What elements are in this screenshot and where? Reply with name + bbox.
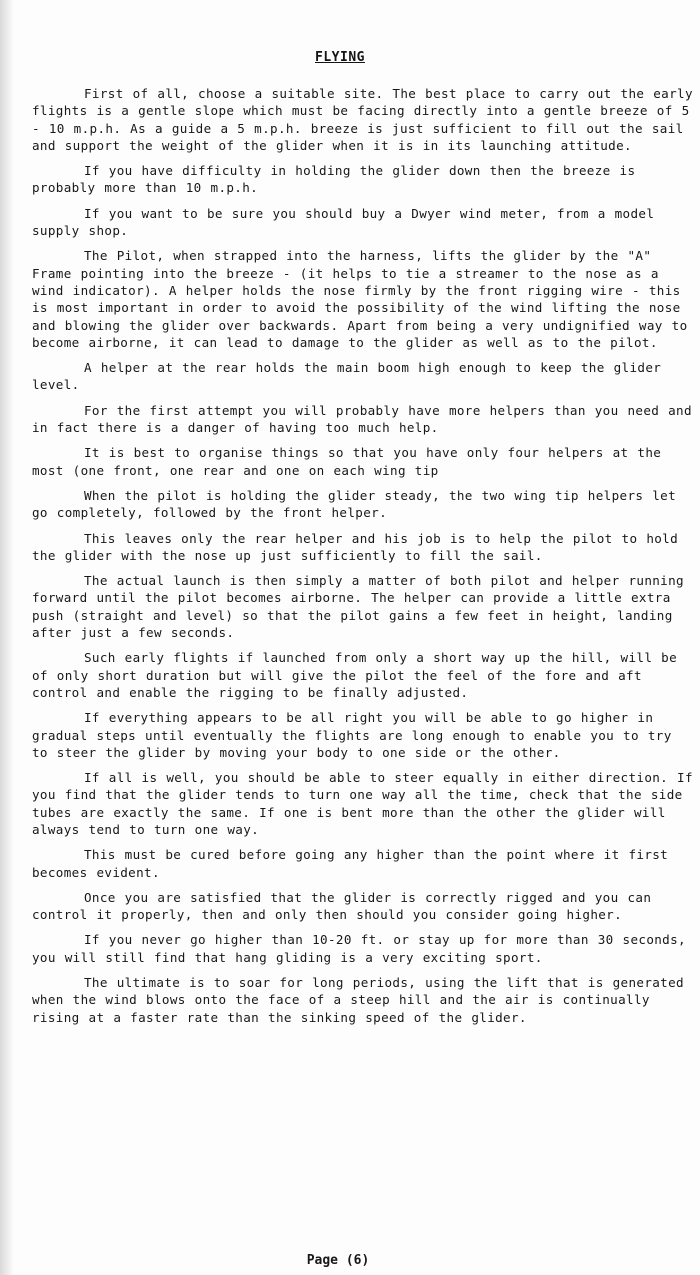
- page-title: FLYING: [315, 50, 365, 65]
- paragraph: If you never go higher than 10-20 ft. or stay up for more than 30 seconds, you will still find that hang gliding is a very exciting sport.: [32, 932, 686, 965]
- paragraph: For the first attempt you will probably have more helpers than you need and in fact there is a danger of having too much help.: [32, 402, 692, 436]
- page-number: Page (6): [306, 1253, 370, 1268]
- paragraph: This must be cured before going any higher than the point where it first becomes evident.: [32, 847, 669, 880]
- paragraph: The ultimate is to soar for long periods, using the lift that is generated when the wind blows onto the face of a steep hill and the air is continually rising at a faster rate than the sinking speed of the glider.: [32, 975, 684, 1025]
- paragraph: The Pilot, when strapped into the harness, lifts the glider by the "A" Frame pointing into the breeze - (it helps to tie a streamer to the nose as a wind indicator). A helper holds the nose firmly by the front rigging wire - this is most important in order to avoid the possibility of the wind lifting the nose and blowing the glider over backwards. Apart from being a very undignified way to become airborne, it can lead to damage to the glider as well as to the pilot.: [32, 248, 688, 350]
- paragraph: It is best to organise things so that you have only four helpers at the most (one front, one rear and one on each wing tip: [32, 445, 662, 478]
- paragraph: A helper at the rear holds the main boom high enough to keep the glider level.: [32, 360, 662, 393]
- paragraph: If everything appears to be all right you will be able to go higher in gradual steps until eventually the flights are long enough to enable you to try to steer the glider by moving your body to one side or the other.: [32, 710, 672, 760]
- paragraph: When the pilot is holding the glider steady, the two wing tip helpers let go completely, followed by the front helper.: [32, 487, 677, 521]
- paragraph: If you want to be sure you should buy a Dwyer wind meter, from a model supply shop.: [32, 205, 655, 239]
- paragraph: First of all, choose a suitable site. The best place to carry out the early flights is a gentle slope which must be facing directly into a gentle breeze of 5 - 10 m.p.h. As a guide a 5 m.p.h. breeze is just sufficient to fill out the sail and support the weight of the glider when it is in its launching attitude.: [32, 86, 693, 153]
- paragraph: The actual launch is then simply a matter of both pilot and helper running forward until the pilot becomes airborne. The helper can provide a little extra push (straight and level) so that the pilot gains a few feet in height, landing after just a few seconds.: [32, 573, 684, 641]
- paragraph: This leaves only the rear helper and his job is to help the pilot to hold the glider with the nose up just sufficiently to fill the sail.: [32, 530, 679, 563]
- paragraph: If you have difficulty in holding the glider down then the breeze is probably more than 10 m.p.h.: [32, 163, 636, 196]
- body-text: [32, 85, 696, 1034]
- scan-edge-shadow: [0, 0, 14, 1275]
- paragraph: Once you are satisfied that the glider is correctly rigged and you can control it properly, then and only then should you consider going higher.: [32, 889, 652, 923]
- paragraph: Such early flights if launched from only a short way up the hill, will be of only short duration but will give the pilot the feel of the fore and aft control and enable the rigging to be finally adjusted.: [32, 650, 678, 700]
- paragraph: If all is well, you should be able to steer equally in either direction. If you find that the glider tends to turn one way all the time, check that the side tubes are exactly the same. If one is bent more than the other the glider will always tend to turn one way.: [32, 770, 693, 837]
